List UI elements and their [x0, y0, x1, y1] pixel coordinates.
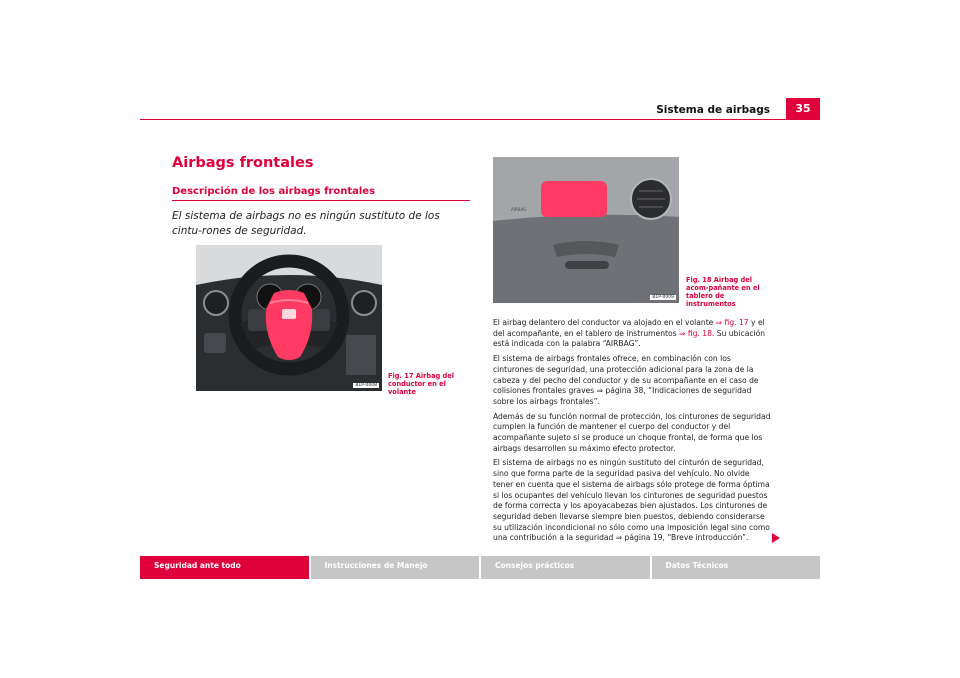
- tab-consejos[interactable]: Consejos prácticos: [479, 556, 650, 579]
- paragraph-2: El sistema de airbags frontales ofrece, en combinación con los cinturones de seguridad, una protección adicional para la zona de la cabeza y del pecho del conductor y de su acompañante en el caso de colisiones frontales graves ⇒ página 38, “Indicaciones de seguridad sobre los airbags frontales”.: [493, 354, 759, 406]
- continue-arrow-icon: [772, 533, 780, 543]
- passenger-airbag-highlight: [541, 181, 607, 217]
- subsection-title: Descripción de los airbags frontales: [172, 186, 376, 197]
- svg-text:AIRBAG: AIRBAG: [511, 207, 527, 212]
- figure-18-caption: Fig. 18 Airbag del acom-pañante en el tablero de instrumentos: [686, 276, 760, 308]
- paragraph-1: El airbag delantero del conductor va alojado en el volante ⇒ fig. 17 y el del acompañante, en el tablero de instrumentos ⇒ fig. 18. Su ubicación está indicada con la palabra “AIRBAG”.: [493, 318, 766, 349]
- tab-datos[interactable]: Datos Técnicos: [650, 556, 821, 579]
- page-number-badge: 35: [786, 98, 820, 120]
- tab-seguridad[interactable]: Seguridad ante todo: [140, 556, 309, 579]
- figure-steering-wheel: [196, 245, 382, 391]
- header-rule: [140, 119, 820, 120]
- footer-nav: [140, 556, 820, 579]
- paragraph-3: Además de su función normal de protección, los cinturones de seguridad cumplen la función de mantener el cuerpo del conductor y del acompañante sujeto si se produce un choque frontal, de forma que los airbags desarrollen su máximo efecto protector.: [493, 411, 771, 453]
- figure-tag: B1P-0009: [652, 295, 674, 300]
- section-title: Airbags frontales: [172, 155, 314, 171]
- subsection-rule: [172, 200, 470, 201]
- tab-instrucciones[interactable]: Instrucciones de Manejo: [309, 556, 480, 579]
- intro-text: El sistema de airbags no es ningún sustituto de los cintu-rones de seguridad.: [172, 210, 440, 237]
- figure-17-link[interactable]: ⇒ fig. 17: [715, 318, 749, 327]
- figure-tag: B1P-0008: [355, 383, 377, 388]
- page-header-title: Sistema de airbags: [656, 104, 770, 116]
- figure-passenger-dashboard: [493, 157, 679, 303]
- figure-17-caption: Fig. 17 Airbag del conductor en el volante: [388, 372, 455, 396]
- body-text: [493, 318, 771, 548]
- paragraph-4: El sistema de airbags no es ningún sustituto del cinturón de seguridad, sino que forma parte de la seguridad pasiva del vehículo. No olvide tener en cuenta que el sistema de airbags sólo protege de forma óptima si los ocupantes del vehículo llevan los cinturones de seguridad puestos de forma correcta y los apoyacabezas bien ajustados. Los cinturones de seguridad deben llevarse siempre bien puestos, debiendo considerarse su utilización incondicional no sólo como una imposición legal sino como una contribución a la seguridad ⇒ página 19, “Breve introducción”.: [493, 458, 770, 543]
- figure-18-link[interactable]: ⇒ fig. 18: [679, 328, 712, 338]
